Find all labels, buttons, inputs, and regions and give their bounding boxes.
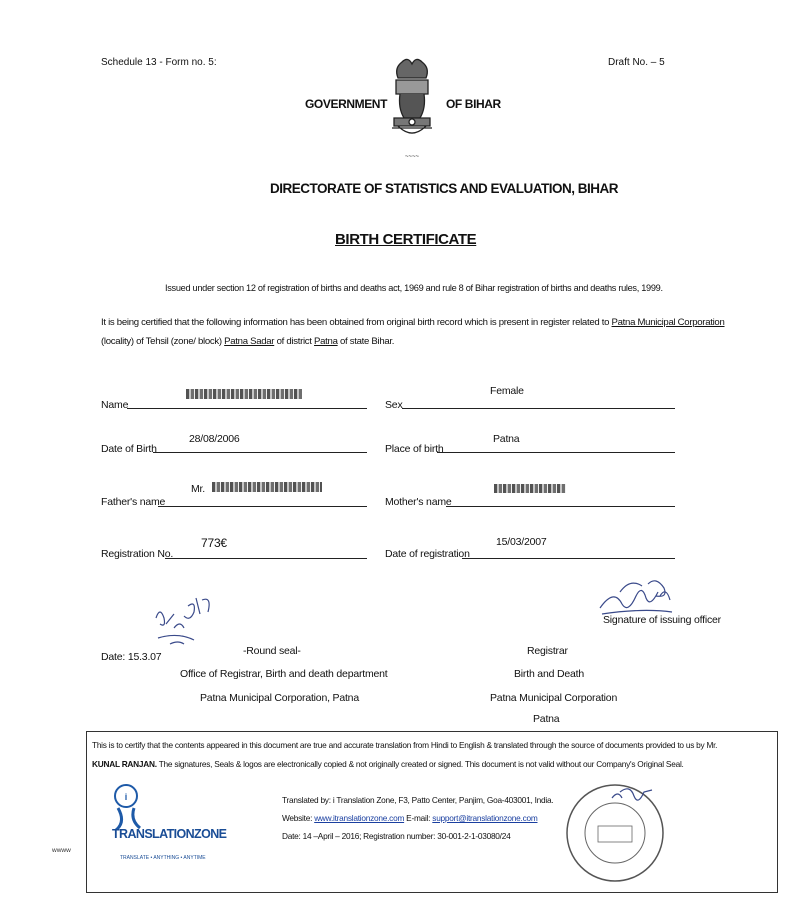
- company-seal-icon: [560, 778, 670, 888]
- mother-line: [446, 506, 675, 507]
- issuing-officer-label: Signature of issuing officer: [603, 614, 721, 626]
- father-prefix: Mr.: [191, 483, 205, 495]
- name-line: [127, 408, 367, 409]
- website-link[interactable]: www.itranslationzone.com: [314, 813, 405, 823]
- registration-date-label: Date of registration: [385, 548, 470, 560]
- registration-number-value: 773€: [201, 536, 227, 550]
- pob-line: [437, 452, 675, 453]
- sex-label: Sex: [385, 399, 403, 411]
- handwritten-date-signature: [148, 588, 230, 650]
- mother-name-redacted: [494, 484, 566, 493]
- dob-value: 28/08/2006: [189, 433, 240, 445]
- tehsil-name: Patna Sadar: [224, 336, 275, 347]
- registration-date-value: 15/03/2007: [496, 536, 547, 548]
- registrar-line-3: Patna Municipal Corporation: [490, 692, 618, 704]
- translationzone-logo-icon: [108, 782, 144, 830]
- draft-number: Draft No. – 5: [608, 57, 665, 68]
- registrar-line-1: Registrar: [527, 645, 568, 657]
- registration-number-label: Registration No.: [101, 548, 174, 560]
- certified-text: It is being certified that the following information has been obtained from original birth record which is present in register related to: [101, 317, 612, 328]
- translated-by-text: Translated by: i Translation Zone, F3, Patto Center, Panjim, Goa-403001, India.: [282, 795, 554, 805]
- email-link[interactable]: support@itranslationzone.com: [432, 813, 538, 823]
- page-watermark: wwww: [52, 847, 71, 854]
- father-line: [158, 506, 367, 507]
- father-name-redacted: [212, 482, 322, 492]
- registrar-line-4: Patna: [533, 713, 560, 725]
- certified-text-2c: of state Bihar.: [337, 336, 395, 347]
- date-label: Date: 15.3.07: [101, 651, 162, 663]
- corporation-name: Patna Municipal Corporation: [611, 317, 725, 328]
- name-redacted: [186, 389, 302, 399]
- logo-text: TRANSLATIONZONE: [112, 827, 227, 841]
- certificate-title: BIRTH CERTIFICATE: [335, 231, 477, 248]
- pob-value: Patna: [493, 433, 520, 445]
- district-name: Patna: [314, 336, 338, 347]
- registration-date-line: [462, 558, 675, 559]
- website-email-line: [282, 813, 538, 823]
- translation-certificate-box: [86, 731, 778, 893]
- date-registration-text: Date: 14 –April – 2016; Registration number: 30-001-2-1-03080/24: [282, 831, 511, 841]
- registration-number-line: [165, 558, 367, 559]
- bihar-label: OF BIHAR: [446, 97, 501, 111]
- svg-text:i: i: [124, 792, 128, 802]
- certified-line-1: [101, 317, 725, 328]
- national-emblem-icon: [384, 50, 440, 165]
- issued-under-text: Issued under section 12 of registration of births and deaths act, 1969 and rule 8 of Bihar registration of births and deaths rules, 1999.: [165, 283, 663, 293]
- certified-line-2: [101, 336, 394, 347]
- government-label: GOVERNMENT: [305, 97, 388, 111]
- sex-line: [402, 408, 675, 409]
- father-label: Father's name: [101, 496, 166, 508]
- email-prefix: E-mail:: [404, 813, 433, 823]
- name-label: Name: [101, 399, 129, 411]
- certify-rest: The signatures, Seals & logos are electronically copied & not originally created or signed. This document is not valid without our Company's Original Seal.: [156, 759, 684, 769]
- sex-value: Female: [490, 385, 524, 397]
- mother-label: Mother's name: [385, 496, 452, 508]
- dob-label: Date of Birth: [101, 443, 157, 455]
- registrar-line-2: Birth and Death: [514, 668, 584, 680]
- website-prefix: Website:: [282, 813, 315, 823]
- certify-line-2: [92, 759, 684, 769]
- dob-line: [153, 452, 367, 453]
- office-line-1: Office of Registrar, Birth and death department: [180, 668, 388, 680]
- directorate-title: DIRECTORATE OF STATISTICS AND EVALUATION, BIHAR: [270, 181, 618, 196]
- client-name: KUNAL RANJAN.: [92, 759, 157, 769]
- round-seal-text: -Round seal-: [243, 645, 301, 657]
- schedule-text: Schedule 13 - Form no. 5:: [101, 57, 217, 68]
- logo-tagline: TRANSLATE • ANYTHING • ANYTIME: [120, 855, 206, 861]
- office-line-2: Patna Municipal Corporation, Patna: [200, 692, 359, 704]
- pob-label: Place of birth: [385, 443, 444, 455]
- certified-text-2b: of district: [274, 336, 315, 347]
- certify-line-1: This is to certify that the contents appeared in this document are true and accurate translation from Hindi to English & translated through the source of documents provided to us by Mr.: [92, 740, 718, 750]
- svg-text:~~~~: ~~~~: [404, 154, 420, 160]
- certified-text-2a: (locality) of Tehsil (zone/ block): [101, 336, 225, 347]
